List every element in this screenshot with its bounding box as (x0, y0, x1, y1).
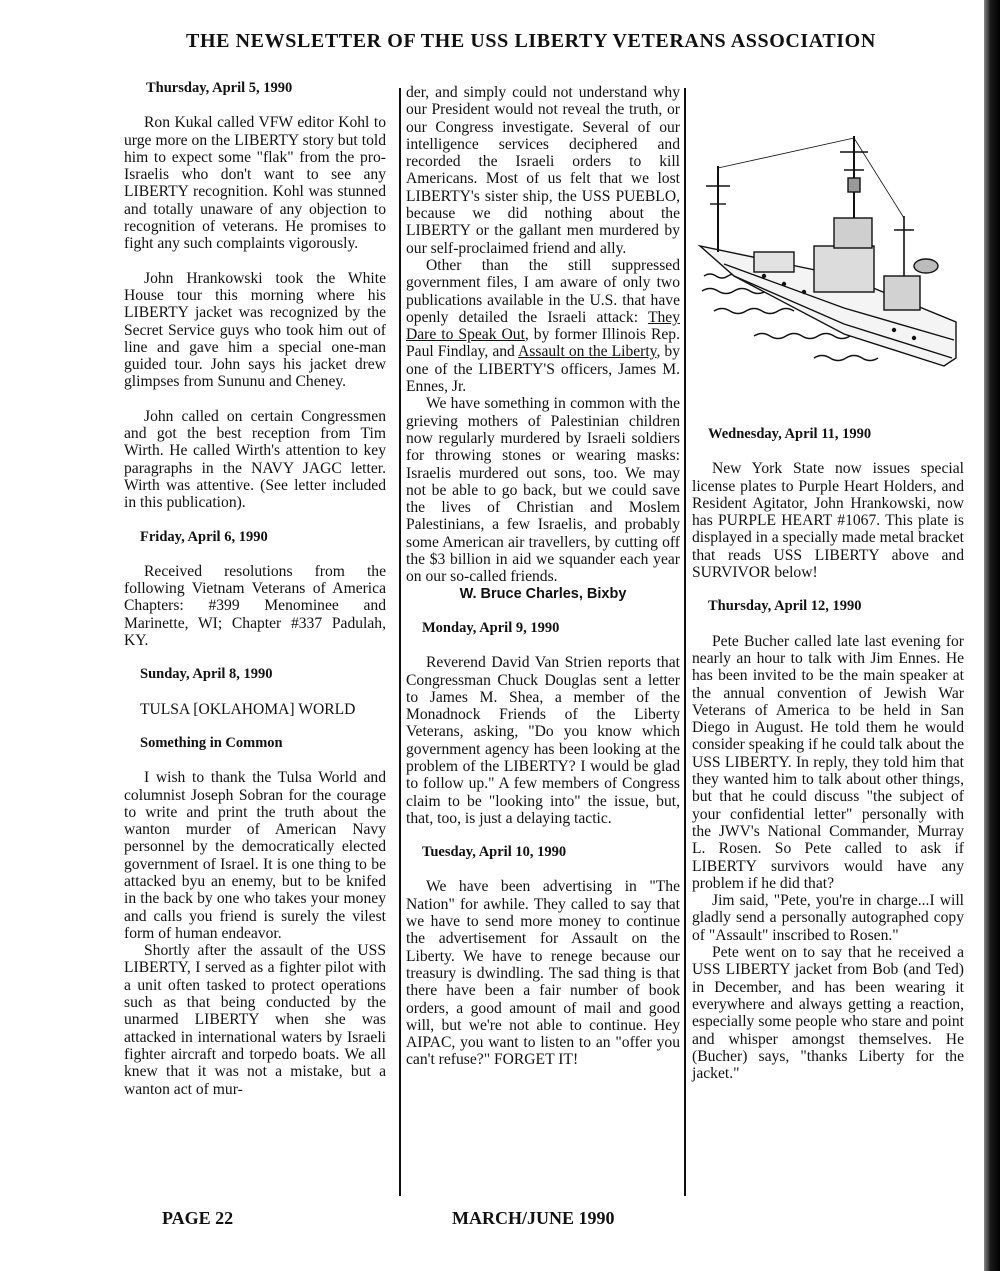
date-heading: Tuesday, April 10, 1990 (422, 844, 567, 861)
entry-paragraph: Received resolutions from the following Vietnam Veterans of America Chapters: #399 Menominee and Marinette, WI; Chapter #337 Padulah, KY. (124, 562, 386, 650)
entry-paragraph: We have been advertising in "The Nation" for awhile. They called to say that we have to send more money to continue the advertisement for Assault on the Liberty. We have to renege because our treasury is dwindling. The sad thing is that there have been a fair number of book orders, a good amount of mail and good will, but we're not able to continue. Hey AIPAC, you want to listen to an "offer you can't refuse?" FORGET IT! (406, 878, 680, 1069)
column-divider-right (684, 88, 686, 1196)
entry-paragraph: Reverend David Van Strien reports that Congressman Chuck Douglas sent a letter to James M. Shea, a member of the Monadnock Friends of the Liberty Veterans, asking, "Do you know which government agency has been looking at the problem of the LIBERTY? I would be glad to follow up." A few members of Congress claim to be "looking into" the issue, but, that, too, is just a delaying tactic. (406, 654, 680, 827)
letter-paragraph: der, and simply could not understand why our President would not reveal the truth, or our Congress investigate. Several of our intelligence services deciphered and recorded the Israeli orders to kill Americans. Most of us felt that we lost LIBERTY's sister ship, the USS PUEBLO, because we did nothing about the LIBERTY or the gallant men murdered by our self-proclaimed friend and ally. (406, 84, 680, 257)
date-heading: Friday, April 6, 1990 (140, 528, 268, 545)
letter-headline: Something in Common (140, 734, 283, 751)
letter-paragraph: Shortly after the assault of the USS LIBERTY, I served as a fighter pilot with a unit often tasked to protect operations such as that being conducted by the unarmed LIBERTY when she was attacked in international waters by Israeli fighter aircraft and torpedo boats. We all knew that it was not a mistake, but a wanton act of mur- (124, 942, 386, 1098)
date-heading: Wednesday, April 11, 1990 (708, 426, 872, 442)
ship-illustration (694, 126, 964, 374)
letter-paragraph: I wish to thank the Tulsa World and columnist Joseph Sobran for the courage to write and print the truth about the wanton murder of American Navy personnel by the democratically elected government of Israel. It is one thing to be attacked byu an enemy, but to be knifed in the back by one who takes your money and calls you friend is surely the vilest form of human endeavor. (124, 769, 386, 942)
book-title: They Dare to Speak Out (406, 308, 680, 344)
entry-paragraph: John called on certain Congressmen and got the best reception from Tim Wirth. He called Wirth's attention to key paragraphs in the NAVY JAGC letter. Wirth was attentive. (See letter included in this publication). (124, 407, 386, 512)
entry-paragraph: Pete went on to say that he received a USS LIBERTY jacket from Bob (and Ted) in December, and has been wearing it everywhere and always getting a reaction, especially some people who stare and point and whisper amongst themselves. He (Bucher) says, "thanks Liberty for the jacket." (692, 944, 964, 1083)
date-heading: Monday, April 9, 1990 (422, 619, 560, 636)
text-run: , by former Illinois Rep. Paul Findlay, and (406, 326, 680, 361)
source-name: TULSA [OKLAHOMA] WORLD (140, 700, 356, 718)
page-edge-shadow (984, 0, 1000, 1271)
date-heading: Thursday, April 5, 1990 (146, 80, 293, 96)
column-right (692, 426, 964, 1082)
date-heading: Thursday, April 12, 1990 (708, 598, 862, 615)
book-title: Assault on the Liberty (518, 343, 657, 361)
entry-paragraph: New York State now issues special license plates to Purple Heart Holders, and Resident Agitator, John Hrankowski, now has PURPLE HEART #1067. This plate is displayed in a specially made metal bracket that reads USS LIBERTY above and SURVIVOR below! (692, 460, 964, 582)
entry-paragraph: John Hrankowski took the White House tour this morning where his LIBERTY jacket was recognized by the Secret Service guys who took him out of line and gave him a special one-man guided tour. John says his jacket drew glimpses from Sununu and Cheney. (124, 269, 386, 391)
column-divider-left (399, 88, 401, 1196)
letter-paragraph: We have something in common with the grieving mothers of Palestinian children now regularly murdered by Israeli soldiers for throwing stones or wearing masks: Israelis murdered out sons, too. We may not be able to go back, but we could save the lives of Christian and Moslem Palestinians, a few Israelis, and probably some American air travellers, by cutting off the $3 billion in aid we squander each year on our so-called friends. (406, 395, 680, 586)
date-heading: Sunday, April 8, 1990 (140, 666, 273, 683)
text-run: , by one of the LIBERTY'S officers, James M. Ennes, Jr. (406, 343, 680, 396)
entry-paragraph: Jim said, "Pete, you're in charge...I will gladly send a personally autographed copy of "Assault" inscribed to Rosen." (692, 892, 964, 944)
newsletter-header: THE NEWSLETTER OF THE USS LIBERTY VETERANS ASSOCIATION (186, 30, 876, 52)
letter-signature: W. Bruce Charles, Bixby (459, 585, 627, 602)
issue-date: MARCH/JUNE 1990 (452, 1208, 615, 1228)
page-number: PAGE 22 (162, 1208, 234, 1228)
entry-paragraph: Pete Bucher called late last evening for nearly an hour to talk with Jim Ennes. He has been invited to be the main speaker at the annual convention of Jewish War Veterans of America to be held in San Diego in August. He told them he would consider speaking if he could talk about the USS LIBERTY. In reply, they told him that they wanted him to talk about other things, but that he could discuss "the subject of your confidential letter" personally with the JWV's National Commander, Murray L. Rosen. So Pete called to ask if LIBERTY survivors would have any problem if he did that? (692, 632, 964, 892)
entry-paragraph: Ron Kukal called VFW editor Kohl to urge more on the LIBERTY story but told him to expect some "flak" from the pro-Israelis who don't want to see any LIBERTY recognition. Kohl was stunned and totally unaware of any objection to recognition of veterans. He promises to fight any such complaints vigorously. (124, 114, 386, 253)
column-middle (406, 84, 680, 1069)
column-left (124, 80, 386, 1098)
letter-paragraph (406, 257, 680, 395)
text-run: Other than the still suppressed government files, I am aware of only two publications available in the U.S. that have openly detailed the Israeli attack: (406, 256, 680, 326)
